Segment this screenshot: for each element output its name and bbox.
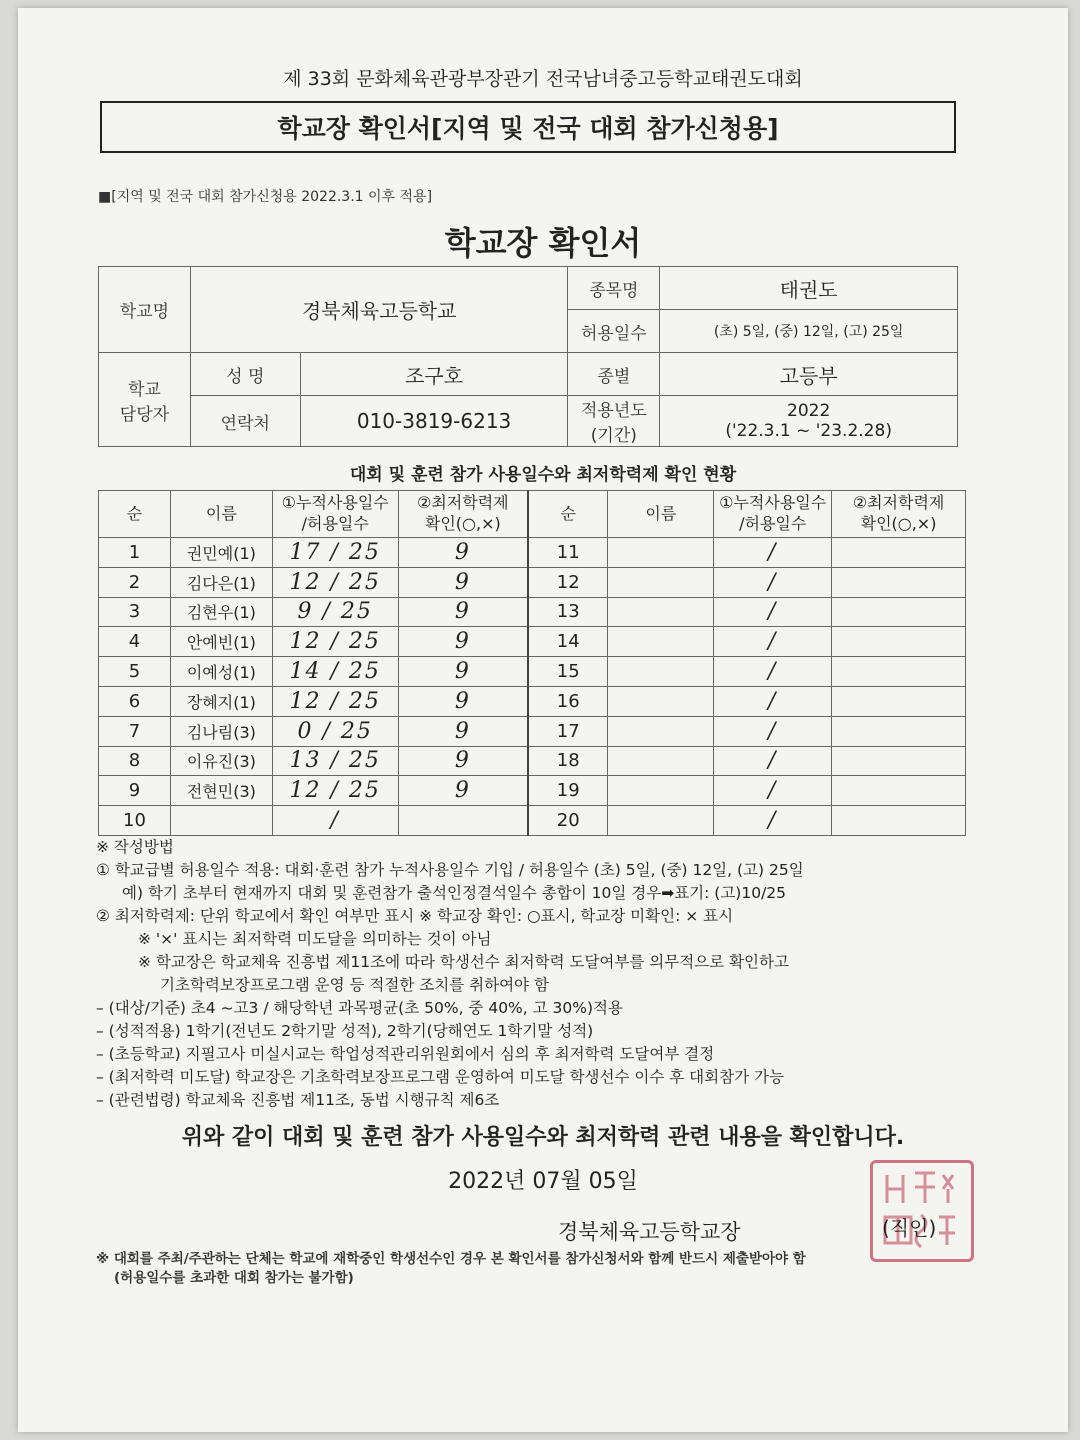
- row-no: 14: [528, 627, 608, 657]
- school-label: 학교명: [99, 267, 191, 353]
- student-name: [608, 627, 714, 657]
- row-no: 4: [99, 627, 171, 657]
- student-check: [832, 686, 966, 716]
- note-line: 예) 학기 초부터 현재까지 대회 및 훈련참가 출석인정결석일수 총합이 10일 경우➡표기: (고)10/25: [122, 884, 787, 902]
- student-check: [832, 597, 966, 627]
- table-header: [99, 491, 966, 538]
- student-days: /: [272, 806, 398, 836]
- principal-name: 경북체육고등학교장: [558, 1220, 741, 1244]
- footnote-line: (허용일수를 초과한 대회 참가는 불가함): [114, 1270, 354, 1286]
- student-name: [608, 746, 714, 776]
- confirmation-statement: 위와 같이 대회 및 훈련 참가 사용일수와 최저학력 관련 내용을 확인합니다.: [181, 1125, 905, 1150]
- row-no: 9: [99, 776, 171, 806]
- note-line: 기초학력보장프로그램 운영 등 적절한 조치를 취하여야 함: [160, 976, 549, 994]
- issue-date: 2022년 07월 05일: [448, 1169, 638, 1194]
- col-no: 순: [99, 491, 171, 538]
- student-name: [608, 776, 714, 806]
- official-seal-stamp: [870, 1160, 974, 1262]
- student-check: 9: [398, 716, 528, 746]
- col-check: [398, 491, 528, 538]
- student-days: /: [714, 597, 832, 627]
- student-days: 12 / 25: [272, 776, 398, 806]
- note-line: – (성적적용) 1학기(전년도 2학기말 성적), 2학기(당해연도 1학기말 성적): [96, 1022, 594, 1040]
- table-title: 대회 및 훈련 참가 사용일수와 최저학력제 확인 현황: [349, 465, 737, 485]
- student-check: [398, 806, 528, 836]
- form-title: 학교장 확인서[지역 및 전국 대회 참가신청용]: [277, 114, 779, 143]
- col-days-line-2: /허용일수: [301, 514, 369, 533]
- row-no: 1: [99, 538, 171, 568]
- student-days: /: [714, 716, 832, 746]
- col-days-right: [714, 491, 832, 538]
- division-label: 종별: [568, 353, 660, 396]
- student-days: /: [714, 538, 832, 568]
- col-days-line-1: ①누적사용일수: [281, 493, 389, 513]
- note-line: – (대상/기준) 초4 ~고3 / 해당학년 과목평균(초 50%, 중 40%, 고 30%)적용: [96, 999, 623, 1017]
- apply-note: ■[지역 및 전국 대회 참가신청용 2022.3.1 이후 적용]: [98, 189, 433, 205]
- student-days: /: [714, 657, 832, 687]
- student-name: [170, 806, 272, 836]
- row-no: 10: [99, 806, 171, 836]
- table-row: [99, 686, 966, 716]
- manager-label-line-2: 담당자: [119, 404, 170, 425]
- row-no: 3: [99, 597, 171, 627]
- note-line: ※ 작성방법: [96, 838, 174, 856]
- student-name: [608, 567, 714, 597]
- col-days-right-line-2: /허용일수: [739, 514, 807, 533]
- col-days-right-line-1: ①누적사용일수: [719, 493, 827, 513]
- allowed-days-value: (초) 5일, (중) 12일, (고) 25일: [660, 310, 958, 353]
- sport-label: 종목명: [568, 267, 660, 310]
- form-title-box: [100, 101, 956, 153]
- document-title: 학교장 확인서: [444, 224, 642, 262]
- school-value: 경북체육고등학교: [190, 267, 568, 353]
- student-check: 9: [398, 776, 528, 806]
- student-days: 17 / 25: [272, 538, 398, 568]
- student-check: 9: [398, 686, 528, 716]
- student-days: 12 / 25: [272, 686, 398, 716]
- row-no: 5: [99, 657, 171, 687]
- col-check-line-2: 확인(○,×): [424, 514, 501, 533]
- row-no: 13: [528, 597, 608, 627]
- student-name: 권민예(1): [170, 538, 272, 568]
- manager-label-line-1: 학교: [128, 379, 161, 400]
- col-days: [272, 491, 398, 538]
- row-no: 19: [528, 776, 608, 806]
- table-row: [99, 567, 966, 597]
- student-name: 김나림(3): [170, 716, 272, 746]
- student-check: 9: [398, 627, 528, 657]
- table-row: [99, 597, 966, 627]
- student-days: /: [714, 776, 832, 806]
- student-check: [832, 716, 966, 746]
- note-line: ※ '×' 표시는 최저학력 미도달을 의미하는 것이 아님: [138, 930, 492, 948]
- year-value: [660, 396, 958, 447]
- row-no: 7: [99, 716, 171, 746]
- student-name: [608, 806, 714, 836]
- student-name: 전현민(3): [170, 776, 272, 806]
- row-no: 11: [528, 538, 608, 568]
- student-check: [832, 567, 966, 597]
- col-check-right-line-1: ②최저학력제: [852, 493, 945, 513]
- table-row: [99, 776, 966, 806]
- year-label: [568, 396, 660, 447]
- row-no: 8: [99, 746, 171, 776]
- document-page: [18, 8, 1068, 1432]
- manager-label: [99, 353, 191, 447]
- row-no: 2: [99, 567, 171, 597]
- sport-value: 태권도: [660, 267, 958, 310]
- student-days: /: [714, 686, 832, 716]
- student-check: 9: [398, 746, 528, 776]
- year-value-line-1: 2022: [787, 400, 831, 421]
- note-line: – (초등학교) 지필고사 미실시교는 학업성적관리위원회에서 심의 후 최저학력 도달여부 결정: [96, 1045, 715, 1063]
- row-no: 12: [528, 567, 608, 597]
- student-name: 안예빈(1): [170, 627, 272, 657]
- note-line: ※ 학교장은 학교체육 진흥법 제11조에 따라 학생선수 최저학력 도달여부를 의무적으로 확인하고: [138, 953, 789, 971]
- student-days: 9 / 25: [272, 597, 398, 627]
- student-table: [98, 490, 966, 836]
- col-name-right: 이름: [608, 491, 714, 538]
- student-name: [608, 597, 714, 627]
- contact-label: 연락처: [190, 396, 300, 447]
- student-check: [832, 776, 966, 806]
- note-line: – (관련법령) 학교체육 진흥법 제11조, 동법 시행규칙 제6조: [96, 1091, 500, 1109]
- year-value-line-2: ('22.3.1 ~ '23.2.28): [725, 421, 892, 441]
- student-name: [608, 686, 714, 716]
- name-value: 조구호: [300, 353, 568, 396]
- contact-value: 010-3819-6213: [300, 396, 568, 447]
- student-days: 0 / 25: [272, 716, 398, 746]
- student-check: [832, 746, 966, 776]
- student-name: [608, 657, 714, 687]
- name-label: 성 명: [190, 353, 300, 396]
- division-value: 고등부: [660, 353, 958, 396]
- table-row: [99, 657, 966, 687]
- student-name: 김현우(1): [170, 597, 272, 627]
- row-no: 17: [528, 716, 608, 746]
- student-days: /: [714, 567, 832, 597]
- student-name: [608, 538, 714, 568]
- note-line: – (최저학력 미도달) 학교장은 기초학력보장프로그램 운영하여 미도달 학생선수 이수 후 대회참가 가능: [96, 1068, 784, 1086]
- student-days: /: [714, 746, 832, 776]
- student-days: 12 / 25: [272, 627, 398, 657]
- student-check: [832, 806, 966, 836]
- seal-label: (직인): [882, 1216, 937, 1240]
- table-row: [99, 746, 966, 776]
- footnote: [96, 1250, 806, 1288]
- student-name: [608, 716, 714, 746]
- student-days: /: [714, 627, 832, 657]
- row-no: 16: [528, 686, 608, 716]
- student-check: 9: [398, 567, 528, 597]
- student-name: 장혜지(1): [170, 686, 272, 716]
- table-row: [99, 716, 966, 746]
- row-no: 15: [528, 657, 608, 687]
- student-name: 김다은(1): [170, 567, 272, 597]
- col-no-right: 순: [528, 491, 608, 538]
- student-check: 9: [398, 597, 528, 627]
- col-check-right: [832, 491, 966, 538]
- table-row: [99, 538, 966, 568]
- student-check: [832, 657, 966, 687]
- row-no: 18: [528, 746, 608, 776]
- student-days: 13 / 25: [272, 746, 398, 776]
- table-row: [99, 806, 966, 836]
- student-name: 이유진(3): [170, 746, 272, 776]
- note-line: ② 최저학력제: 단위 학교에서 확인 여부만 표시 ※ 학교장 확인: ○표시, 학교장 미확인: × 표시: [96, 907, 734, 925]
- student-name: 이예성(1): [170, 657, 272, 687]
- student-check: [832, 627, 966, 657]
- student-check: 9: [398, 657, 528, 687]
- year-label-line-2: (기간): [590, 426, 637, 446]
- student-check: 9: [398, 538, 528, 568]
- student-days: 14 / 25: [272, 657, 398, 687]
- year-label-line-1: 적용년도: [581, 401, 647, 421]
- footnote-line: ※ 대회를 주최/주관하는 단체는 학교에 재학중인 학생선수인 경우 본 확인서를 참가신청서와 함께 반드시 제출받아야 함: [96, 1251, 806, 1267]
- table-row: [99, 627, 966, 657]
- school-info-table: [98, 266, 958, 447]
- student-days: /: [714, 806, 832, 836]
- allowed-days-label: 허용일수: [568, 310, 660, 353]
- col-name: 이름: [170, 491, 272, 538]
- row-no: 20: [528, 806, 608, 836]
- row-no: 6: [99, 686, 171, 716]
- instructions: [96, 836, 804, 1112]
- student-days: 12 / 25: [272, 567, 398, 597]
- col-check-line-1: ②최저학력제: [417, 493, 509, 513]
- col-check-right-line-2: 확인(○,×): [860, 514, 937, 533]
- event-title: 제 33회 문화체육관광부장관기 전국남녀중고등학교태권도대회: [283, 68, 803, 90]
- student-check: [832, 538, 966, 568]
- note-line: ① 학교급별 허용일수 적용: 대회·훈련 참가 누적사용일수 기입 / 허용일수 (초) 5일, (중) 12일, (고) 25일: [96, 861, 804, 879]
